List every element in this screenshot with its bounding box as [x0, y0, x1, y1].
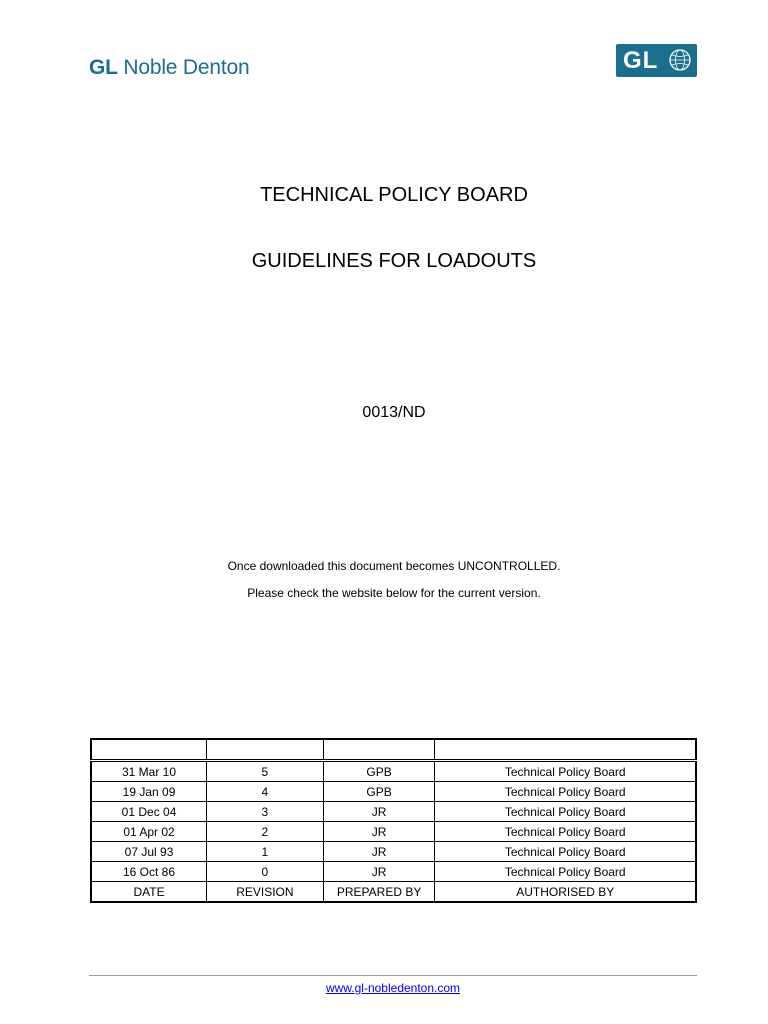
cell-revision: 4: [207, 782, 324, 802]
cell-date: 19 Jan 09: [91, 782, 207, 802]
cell-revision: 5: [207, 761, 324, 782]
cell-revision: 2: [207, 822, 324, 842]
table-row: [91, 802, 696, 822]
cell-date: 31 Mar 10: [91, 761, 207, 782]
cell-authorised-by: Technical Policy Board: [435, 842, 696, 862]
column-header-prepared-by: PREPARED BY: [323, 882, 435, 903]
cell-authorised-by: Technical Policy Board: [435, 822, 696, 842]
cell-authorised-by: Technical Policy Board: [435, 802, 696, 822]
table-row: [91, 822, 696, 842]
table-row: [91, 782, 696, 802]
cell-date: 16 Oct 86: [91, 862, 207, 882]
table-header-row: [91, 882, 696, 903]
gl-logo: [616, 44, 697, 77]
uncontrolled-notice: Once downloaded this document becomes UNCONTROLLED.: [227, 559, 561, 573]
cell-authorised-by: Technical Policy Board: [435, 761, 696, 782]
cell-revision: 1: [207, 842, 324, 862]
table-row: [91, 862, 696, 882]
document-title: GUIDELINES FOR LOADOUTS: [251, 250, 537, 272]
brand-rest: Noble Denton: [117, 56, 250, 79]
cell-date: 07 Jul 93: [91, 842, 207, 862]
cell-revision: 0: [207, 862, 324, 882]
cell-prepared-by: GPB: [323, 782, 435, 802]
footer-divider: [89, 975, 697, 976]
revision-table: [90, 738, 697, 903]
globe-icon: [669, 49, 691, 71]
cell-prepared-by: JR: [323, 862, 435, 882]
cell-date: 01 Dec 04: [91, 802, 207, 822]
document-number: 0013/ND: [362, 404, 426, 421]
cell-authorised-by: Technical Policy Board: [435, 862, 696, 882]
cell-prepared-by: JR: [323, 802, 435, 822]
cell-prepared-by: GPB: [323, 761, 435, 782]
logo-letters: GL: [623, 46, 659, 74]
cell-revision: 3: [207, 802, 324, 822]
website-link[interactable]: www.gl-nobledenton.com: [325, 981, 461, 995]
cell-prepared-by: JR: [323, 842, 435, 862]
version-notice: Please check the website below for the current version.: [247, 586, 541, 600]
cell-date: 01 Apr 02: [91, 822, 207, 842]
cell-prepared-by: JR: [323, 822, 435, 842]
table-row-blank: [91, 739, 696, 761]
cell-authorised-by: Technical Policy Board: [435, 782, 696, 802]
column-header-revision: REVISION: [207, 882, 324, 903]
column-header-authorised-by: AUTHORISED BY: [435, 882, 696, 903]
table-row: [91, 842, 696, 862]
brand-name: [89, 56, 249, 80]
revision-table-body: [91, 739, 696, 902]
policy-board-title: TECHNICAL POLICY BOARD: [260, 184, 528, 206]
column-header-date: DATE: [91, 882, 207, 903]
table-row: [91, 761, 696, 782]
brand-bold: GL: [89, 56, 118, 79]
